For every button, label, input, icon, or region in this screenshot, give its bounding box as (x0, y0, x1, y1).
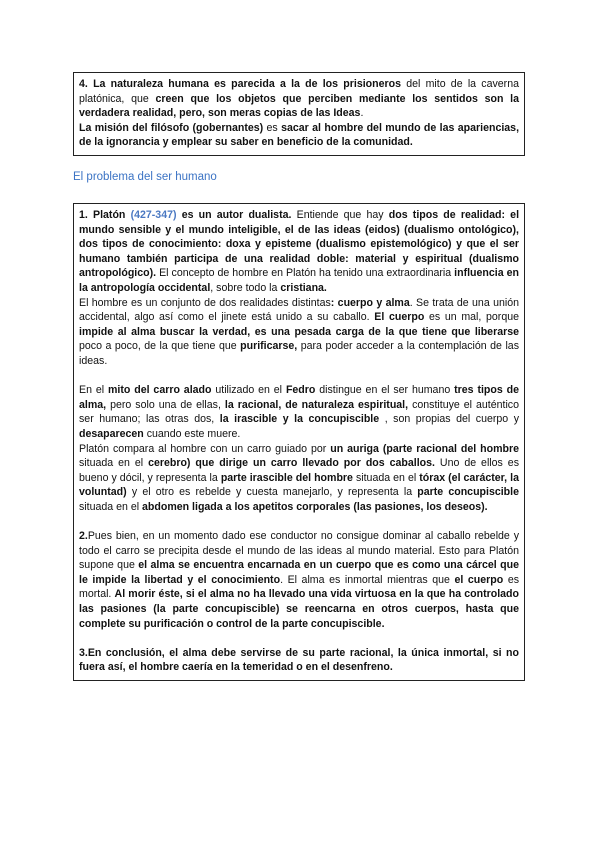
text-run: En el (79, 384, 108, 397)
text-run: Al morir éste, si el alma no ha llevado una vida virtuosa en la que ha controlado las pasiones (la parte concupiscible) se reencarna en otros cuerpos, hasta que complete su purificación o control de la parte concupiscible. (79, 588, 519, 630)
caverna-box (73, 72, 525, 156)
text-run: pero solo una de ellas, (106, 398, 225, 411)
text-run: el alma se encuentra encarnada en un cuerpo que es como una cárcel que le impide la libertad y el conocimiento (79, 559, 519, 586)
text-run: El concepto de hombre en Platón ha tenido una extraordinaria (156, 267, 455, 280)
text-run: es mortal. (79, 573, 520, 601)
text-run: poco a poco, de la que tiene que (79, 340, 241, 353)
text-run: purificarse, (240, 340, 298, 353)
text-run: situada en el (79, 500, 143, 513)
text-run: 2. (79, 530, 88, 543)
text-run: distingue en el ser humano (315, 384, 455, 397)
paragraph (79, 208, 519, 296)
paragraph (79, 121, 519, 150)
text-run: utilizado en el (211, 384, 286, 397)
text-run: un auriga (parte racional del hombre (330, 442, 519, 455)
text-run: sacar al hombre del mundo de las apariencias, de la ignorancia y emplear su saber en beneficio de la comunidad. (79, 121, 520, 149)
text-run: La misión del filósofo (gobernantes) (79, 121, 264, 134)
text-run: constituye el auténtico ser humano; las otras dos, (79, 398, 519, 426)
date-range: (427-347) (130, 209, 177, 221)
text-run: cerebro) que dirige un carro llevado por dos caballos. (148, 457, 435, 470)
text-run: Pues bien, en un momento dado ese conductor no consigue dominar al caballo rebelde y todo el carro se precipita desde el mundo de las ideas al mundo material. Esto para Platón supone que (79, 530, 519, 572)
text-run: situada en el (352, 471, 420, 484)
text-run: es un autor dualista. (176, 209, 292, 221)
text-run: dos tipos de realidad: el mundo sensible y el mundo inteligible, el de las ideas (eidos) (dualismo ontológico), dos tipos de conocimiento: doxa y episteme (dualismo epistemológico) y que el ser humano también participa de una realidad doble: material y espiritual (dualismo antropológico). (79, 209, 520, 280)
text-run: es (263, 121, 282, 134)
text-run: la irascible y la concupiscible (219, 413, 380, 426)
text-run: Entiende que hay (291, 209, 389, 221)
section-title: El problema del ser humano (73, 171, 217, 183)
text-run: . Se trata de una unión accidental, algo así como el jinete está unido a su caballo. (79, 296, 519, 324)
text-run: y el otro es rebelde y cuesta manejarlo, y representa la (126, 486, 418, 499)
text-run: El hombre es un conjunto de dos realidades distintas (79, 296, 331, 309)
text-run: para poder acceder a la contemplación de las ideas. (79, 340, 519, 367)
text-run: situada en el (79, 457, 149, 470)
paragraph (79, 77, 519, 121)
text-run: del mito de la caverna platónica, que (79, 78, 519, 105)
text-run: 1. Platón (79, 209, 131, 221)
text-run: mito del carro alado (107, 384, 212, 397)
paragraph (79, 296, 519, 369)
paragraph (79, 646, 519, 675)
text-run: el cuerpo (454, 573, 504, 586)
text-run: Fedro (285, 384, 316, 397)
ser-humano-box (73, 203, 525, 681)
paragraph (79, 529, 519, 631)
text-run: abdomen ligada a los apetitos corporales (las pasiones, los deseos). (142, 500, 488, 513)
text-run: creen que los objetos que perciben mediante los sentidos son la verdadera realidad, pero, son meras copias de las Ideas (79, 92, 519, 120)
text-run: tórax (el carácter, la voluntad) (79, 471, 519, 499)
text-run: Platón compara al hombre con un carro guiado por (79, 442, 331, 455)
text-run: cristiana. (280, 281, 327, 294)
text-run: , son propias del cuerpo y (379, 413, 519, 426)
text-run: . El alma es inmortal mientras que (280, 573, 455, 586)
text-run: : cuerpo y alma (330, 296, 410, 309)
text-run: desaparecen (79, 427, 144, 440)
text-run: , sobre todo la (210, 281, 281, 294)
text-run: 4. La naturaleza humana es parecida a la de los prisioneros (79, 78, 401, 90)
paragraph (79, 383, 519, 441)
text-run: parte irascible del hombre (220, 471, 353, 484)
text-run: impide al alma buscar la verdad, es una pesada carga de la que tiene que liberarse (79, 325, 519, 338)
text-run: 3.En conclusión, el alma debe servirse de su parte racional, la única inmortal, si no fuera así, el hombre caería en la temeridad o en el desenfreno. (79, 646, 519, 674)
text-run: la racional, de naturaleza espiritual, (224, 398, 409, 411)
text-run: influencia en la antropología occidental (79, 267, 519, 294)
text-run: tres tipos de alma, (79, 384, 519, 411)
paragraph (79, 442, 519, 515)
text-run: cuando este muere. (143, 427, 241, 440)
text-run: . (360, 107, 364, 120)
text-run: Uno de ellos es bueno y dócil, y representa la (79, 457, 519, 484)
text-run: parte concupiscible (417, 486, 519, 499)
text-run: El cuerpo (374, 311, 425, 324)
text-run: es un mal, porque (424, 311, 519, 324)
